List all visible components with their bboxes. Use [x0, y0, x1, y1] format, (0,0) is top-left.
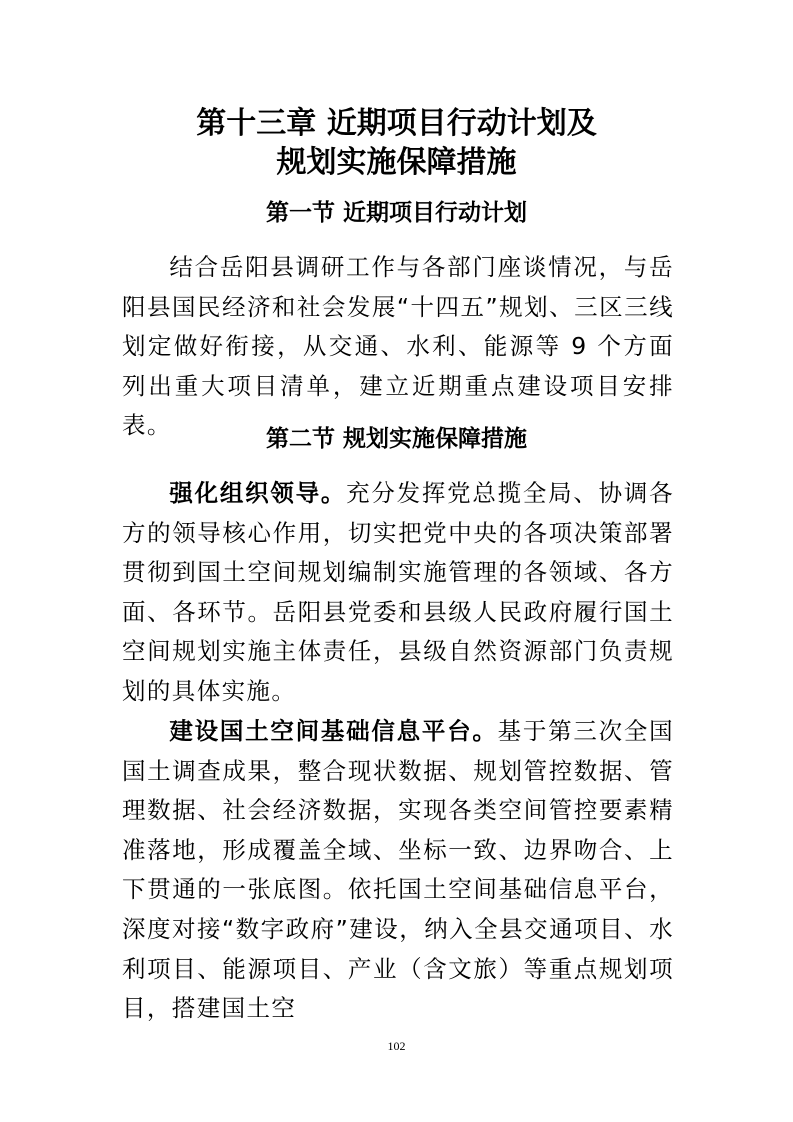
measure-organization-text: 充分发挥党总揽全局、协调各方的领导核心作用，切实把党中央的各项决策部署贯彻到国土空间规划编制实施管理的各领域、各方面、各环节。岳阳县党委和县级人民政府履行国土空间规划实施主体责任，县级自然资源部门负责规划的具体实施。 — [122, 479, 674, 705]
measure-organization-paragraph — [122, 474, 674, 712]
page-number: 102 — [387, 1039, 406, 1053]
measure-platform-paragraph — [122, 712, 674, 1029]
section-1-paragraph — [122, 248, 674, 446]
section-1-paragraph-text: 结合岳阳县调研工作与各部门座谈情况，与岳阳县国民经济和社会发展“十四五”规划、三区三线划定做好衔接，从交通、水利、能源等 9 个方面列出重大项目清单，建立近期重点建设项目安排表。 — [122, 253, 674, 440]
measure-platform-text: 基于第三次全国国土调查成果，整合现状数据、规划管控数据、管理数据、社会经济数据，实现各类空间管控要素精准落地，形成覆盖全域、坐标一致、边界吻合、上下贯通的一张底图。依托国土空间基础信息平台，深度对接“数字政府”建设，纳入全县交通项目、水利项目、能源项目、产业（含文旅）等重点规划项目，搭建国土空 — [122, 717, 674, 1023]
chapter-title-line-1: 第十三章 近期项目行动计划及 — [196, 106, 597, 141]
measure-platform-lead: 建设国土空间基础信息平台。 — [169, 717, 498, 745]
chapter-title-line-2: 规划实施保障措施 — [276, 145, 517, 180]
section-1-title: 第一节 近期项目行动计划 — [265, 200, 527, 226]
measure-organization-lead: 强化组织领导。 — [169, 479, 347, 507]
section-2-title: 第二节 规划实施保障措施 — [265, 426, 527, 452]
